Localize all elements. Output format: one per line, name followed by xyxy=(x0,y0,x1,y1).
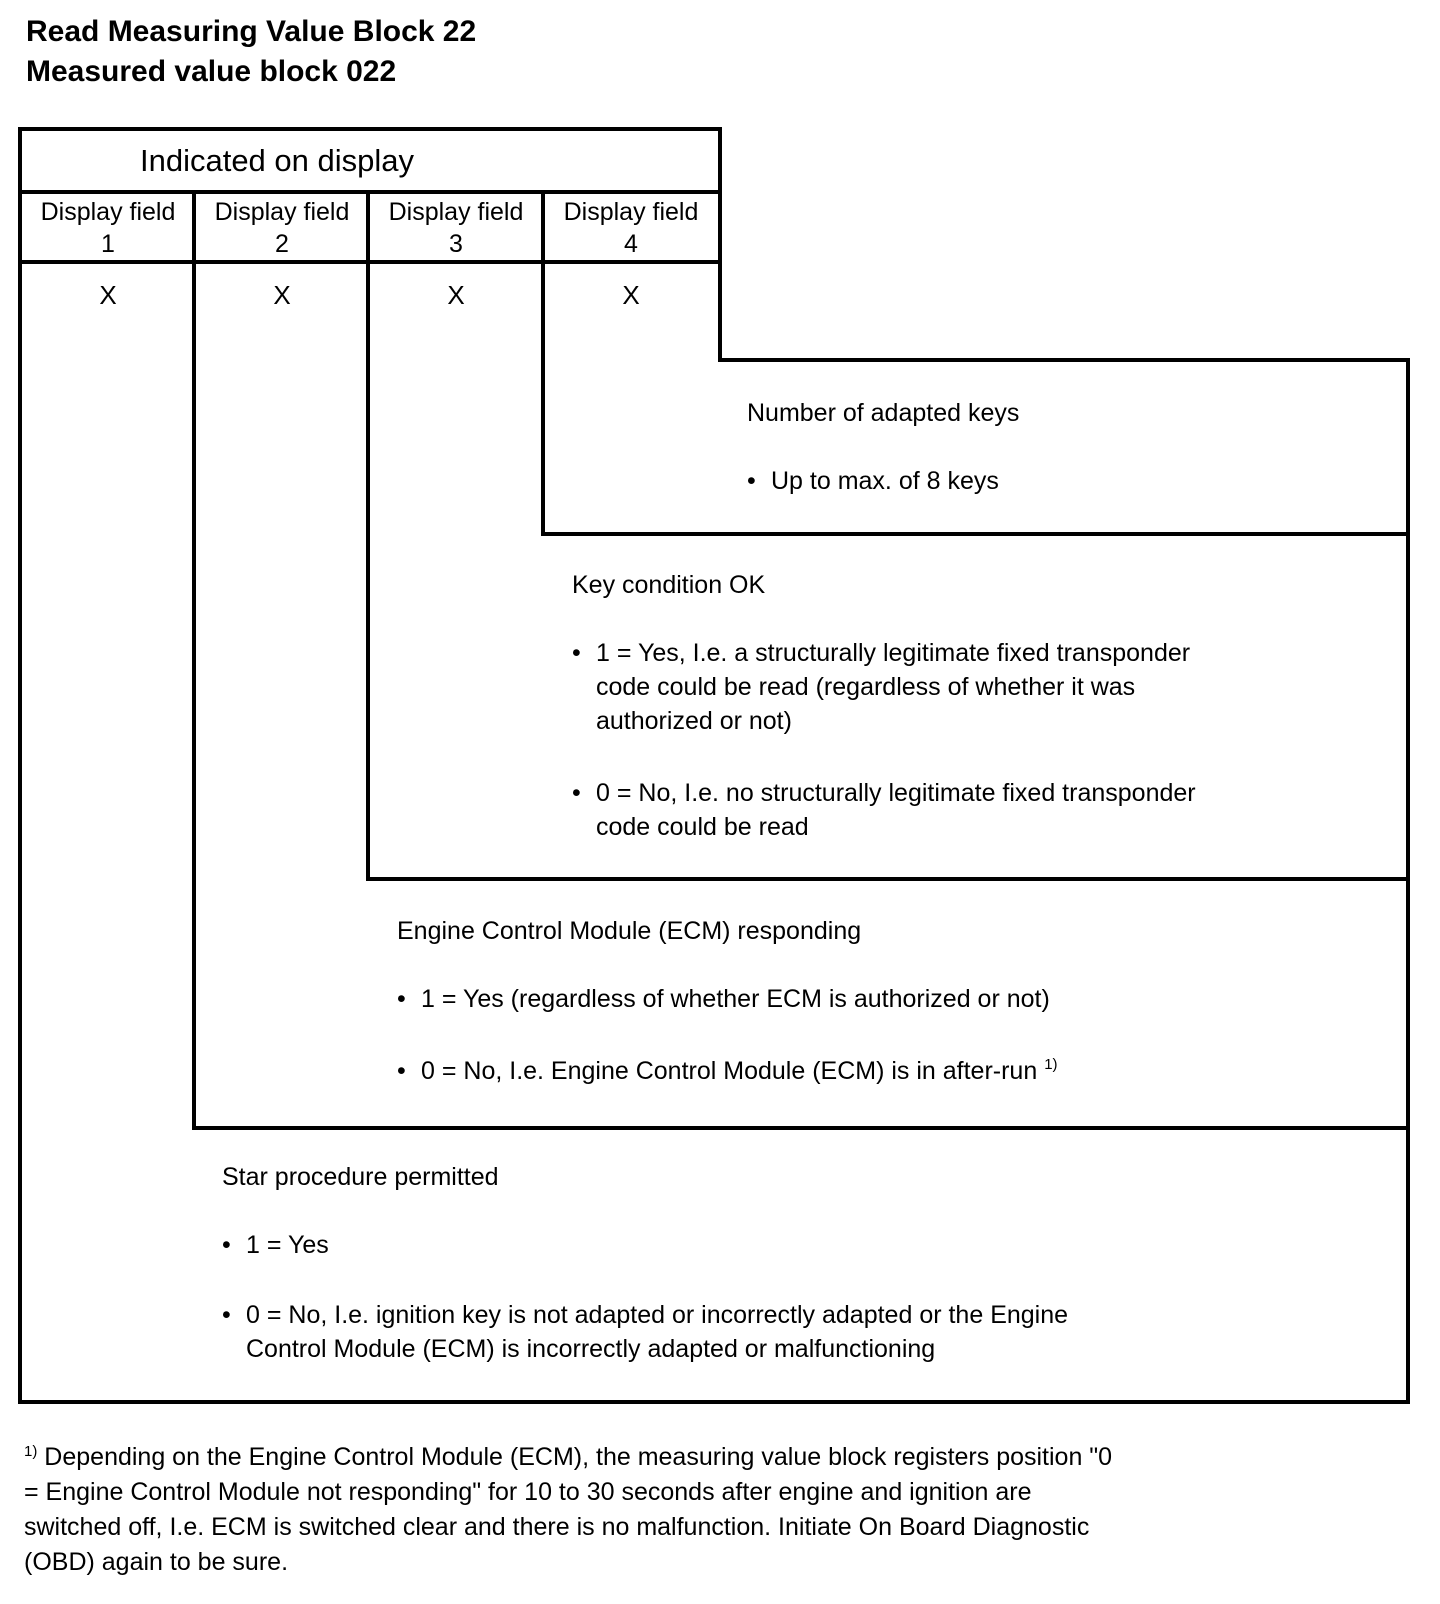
column-head-3 xyxy=(370,196,542,260)
column-head-4-number: 4 xyxy=(624,230,638,258)
column-value-1: X xyxy=(99,280,117,310)
field1-bullet-2 xyxy=(222,1298,1372,1368)
footnote-marker: 1) xyxy=(24,1443,38,1460)
footnote-line-4: (OBD) again to be sure. xyxy=(24,1548,289,1576)
field4-title: Number of adapted keys xyxy=(747,399,1020,427)
field2-bullet-1 xyxy=(397,982,1357,1016)
column-head-4 xyxy=(545,196,717,260)
field4-bullet-1 xyxy=(747,464,1347,498)
bullet-icon: • xyxy=(222,1301,231,1329)
column-value-4: X xyxy=(622,280,640,310)
footnote-line-2: = Engine Control Module not responding" for 10 to 30 seconds after engine and ignition are xyxy=(24,1478,1032,1506)
field3-title: Key condition OK xyxy=(572,571,766,599)
field1-bullet-2-line-2: Control Module (ECM) is incorrectly adapted or malfunctioning xyxy=(246,1335,936,1363)
field3-bullet-1-line-1: 1 = Yes, I.e. a structurally legitimate fixed transponder xyxy=(596,639,1191,667)
field1-bullet-2-line-1: 0 = No, I.e. ignition key is not adapted or incorrectly adapted or the Engine xyxy=(246,1301,1069,1329)
field2-bullet-2-text: 0 = No, I.e. Engine Control Module (ECM) is in after-run xyxy=(421,1057,1038,1085)
footnote-line-1 xyxy=(24,1440,1424,1475)
column-head-3-number: 3 xyxy=(449,230,463,258)
column-head-1-number: 1 xyxy=(101,230,115,258)
field2-bullet-2 xyxy=(397,1054,1357,1088)
footnote-line-1-text: Depending on the Engine Control Module (ECM), the measuring value block registers position "0 xyxy=(44,1443,1113,1471)
column-head-1 xyxy=(22,196,194,260)
field3-bullet-2-line-2: code could be read xyxy=(596,813,809,841)
field1-title: Star procedure permitted xyxy=(222,1163,499,1191)
field2-bullet-2-text-wrap xyxy=(421,1054,1058,1088)
table-header: Indicated on display xyxy=(139,143,415,178)
column-head-1-label: Display field xyxy=(40,198,176,226)
field2-title: Engine Control Module (ECM) responding xyxy=(397,917,862,945)
field3-bullet-2-line-1: 0 = No, I.e. no structurally legitimate fixed transponder xyxy=(596,779,1196,807)
bullet-icon: • xyxy=(572,639,581,667)
footnote-reference: 1) xyxy=(1044,1056,1058,1073)
bullet-icon: • xyxy=(747,467,756,495)
field1-bullet-1-text: 1 = Yes xyxy=(246,1231,329,1259)
field3-bullet-1-line-3: authorized or not) xyxy=(596,707,792,735)
field3-bullet-1 xyxy=(572,636,1372,740)
field2-bullet-1-text: 1 = Yes (regardless of whether ECM is authorized or not) xyxy=(421,985,1050,1013)
column-head-4-label: Display field xyxy=(563,198,699,226)
footnote xyxy=(24,1440,1424,1580)
page-title: Read Measuring Value Block 22 xyxy=(26,15,477,48)
column-head-2-label: Display field xyxy=(214,198,350,226)
bullet-icon: • xyxy=(222,1231,231,1259)
field3-bullet-2 xyxy=(572,776,1372,846)
footnote-line-3: switched off, I.e. ECM is switched clear and there is no malfunction. Initiate On Board Diagnostic xyxy=(24,1513,1090,1541)
column-value-3: X xyxy=(447,280,465,310)
bullet-icon: • xyxy=(572,779,581,807)
bullet-icon: • xyxy=(397,985,406,1013)
field1-bullet-1 xyxy=(222,1228,1122,1262)
field4-bullet-1-text: Up to max. of 8 keys xyxy=(771,467,999,495)
bullet-icon: • xyxy=(397,1057,406,1085)
column-head-3-label: Display field xyxy=(388,198,524,226)
column-head-2 xyxy=(196,196,368,260)
column-value-2: X xyxy=(273,280,291,310)
column-head-2-number: 2 xyxy=(275,230,289,258)
page-subtitle: Measured value block 022 xyxy=(26,55,397,88)
field3-bullet-1-line-2: code could be read (regardless of whether it was xyxy=(596,673,1136,701)
